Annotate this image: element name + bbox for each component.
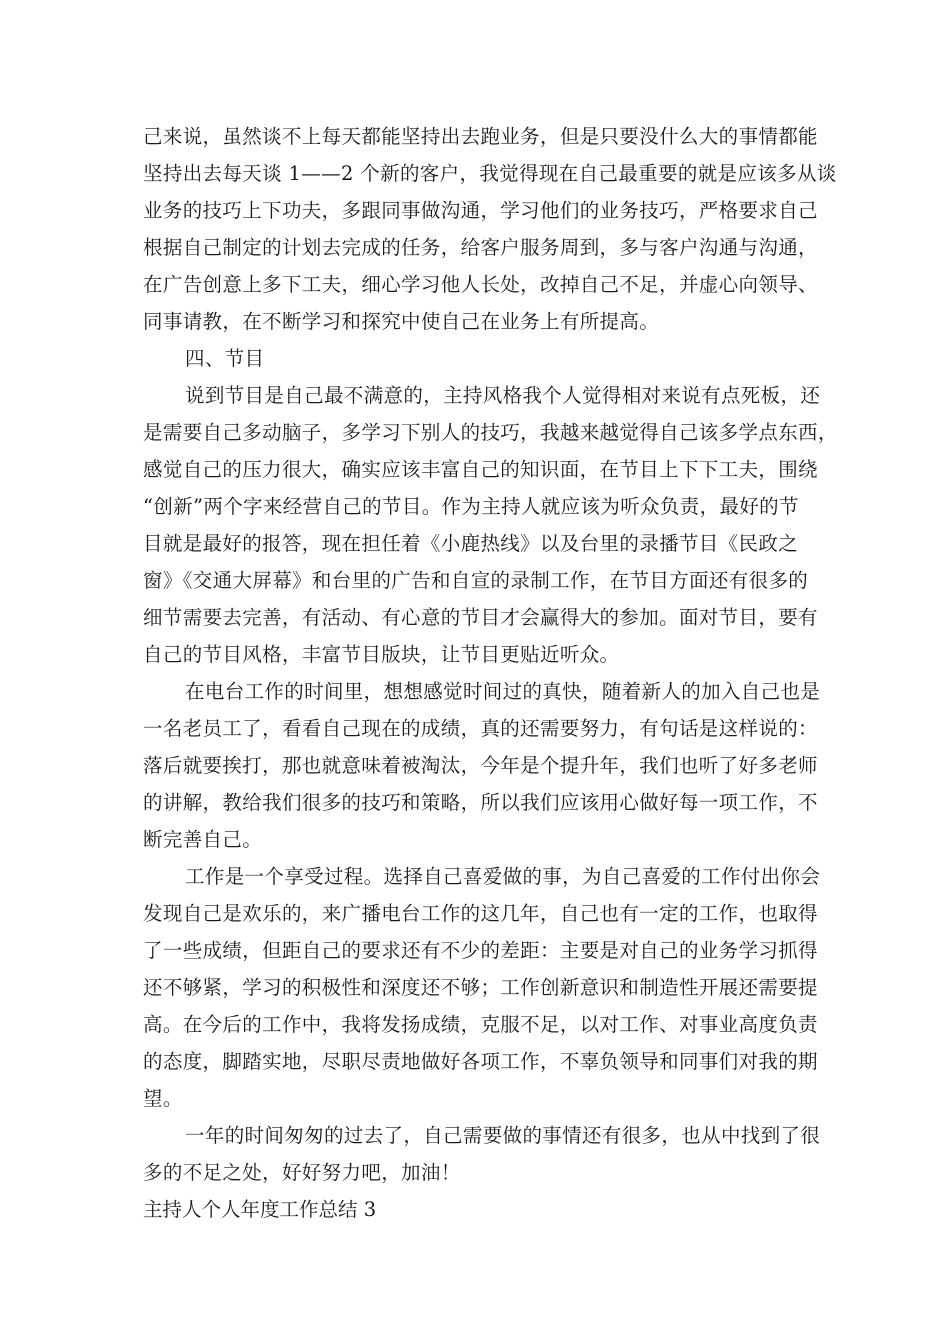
- text-line: 了一些成绩，但距自己的要求还有不少的差距：主要是对自己的业务学习抓得: [143, 939, 818, 962]
- text-line: 还不够紧，学习的积极性和深度还不够；工作创新意识和制造性开展还需要提: [143, 976, 818, 999]
- text-line: 在广告创意上多下工夫，细心学习他人长处，改掉自己不足，并虚心向领导、: [143, 273, 818, 296]
- text-line: 多的不足之处，好好努力吧，加油！: [143, 1161, 461, 1184]
- paragraph-start-line: 工作是一个享受过程。选择自己喜爱做的事，为自己喜爱的工作付出你会: [185, 865, 821, 888]
- paragraph-start-line: 说到节目是自己最不满意的，主持风格我个人觉得相对来说有点死板，还: [185, 384, 821, 407]
- text-line: 感觉自己的压力很大，确实应该丰富自己的知识面，在节目上下下工夫，围绕: [143, 458, 818, 481]
- text-line: 窗》《交通大屏幕》和台里的广告和自宣的录制工作，在节目方面还有很多的: [143, 569, 809, 592]
- text-line: 一名老员工了，看看自己现在的成绩，真的还需要努力，有句话是这样说的：: [143, 717, 818, 740]
- paragraph-start-line: 一年的时间匆匆的过去了，自己需要做的事情还有很多，也从中找到了很: [185, 1124, 821, 1147]
- document-title: 主持人个人年度工作总结 3: [143, 1198, 377, 1221]
- text-line: “创新”两个字来经营自己的节目。作为主持人就应该为听众负责，最好的节: [143, 495, 799, 518]
- text-line: 同事请教，在不断学习和探究中使自己在业务上有所提高。: [143, 310, 660, 333]
- text-line: 目就是最好的报答，现在担任着《小鹿热线》以及台里的录播节目《民政之: [143, 532, 799, 555]
- text-line: 己来说，虽然谈不上每天都能坚持出去跑业务，但是只要没什么大的事情都能: [143, 125, 818, 148]
- text-line: 断完善自己。: [143, 828, 263, 851]
- paragraph-start-line: 在电台工作的时间里，想想感觉时间过的真快，随着新人的加入自己也是: [185, 680, 821, 703]
- text-line: 的讲解，教给我们很多的技巧和策略，所以我们应该用心做好每一项工作，不: [143, 791, 818, 814]
- text-line: 自己的节目风格，丰富节目版块，让节目更贴近听众。: [143, 643, 620, 666]
- document-page: [143, 118, 838, 1228]
- text-line: 细节需要去完善，有活动、有心意的节目才会赢得大的参加。面对节目，要有: [143, 606, 818, 629]
- section-heading: 四、节目: [185, 347, 265, 370]
- text-line: 发现自己是欢乐的，来广播电台工作的这几年，自己也有一定的工作，也取得: [143, 902, 818, 925]
- text-line: 根据自己制定的计划去完成的任务，给客户服务周到，多与客户沟通与沟通，: [143, 236, 818, 259]
- text-line: 落后就要挨打，那也就意味着被淘汰，今年是个提升年，我们也听了好多老师: [143, 754, 818, 777]
- text-line: 的态度，脚踏实地，尽职尽责地做好各项工作，不辜负领导和同事们对我的期: [143, 1050, 818, 1073]
- text-line: 高。在今后的工作中，我将发扬成绩，克服不足，以对工作、对事业高度负责: [143, 1013, 818, 1036]
- text-line: 坚持出去每天谈 1——2 个新的客户，我觉得现在自己最重要的就是应该多从谈: [143, 162, 837, 185]
- text-line: 望。: [143, 1087, 183, 1110]
- text-line: 是需要自己多动脑子，多学习下别人的技巧，我越来越觉得自己该多学点东西，: [143, 421, 838, 444]
- text-line: 业务的技巧上下功夫，多跟同事做沟通，学习他们的业务技巧，严格要求自己: [143, 199, 818, 222]
